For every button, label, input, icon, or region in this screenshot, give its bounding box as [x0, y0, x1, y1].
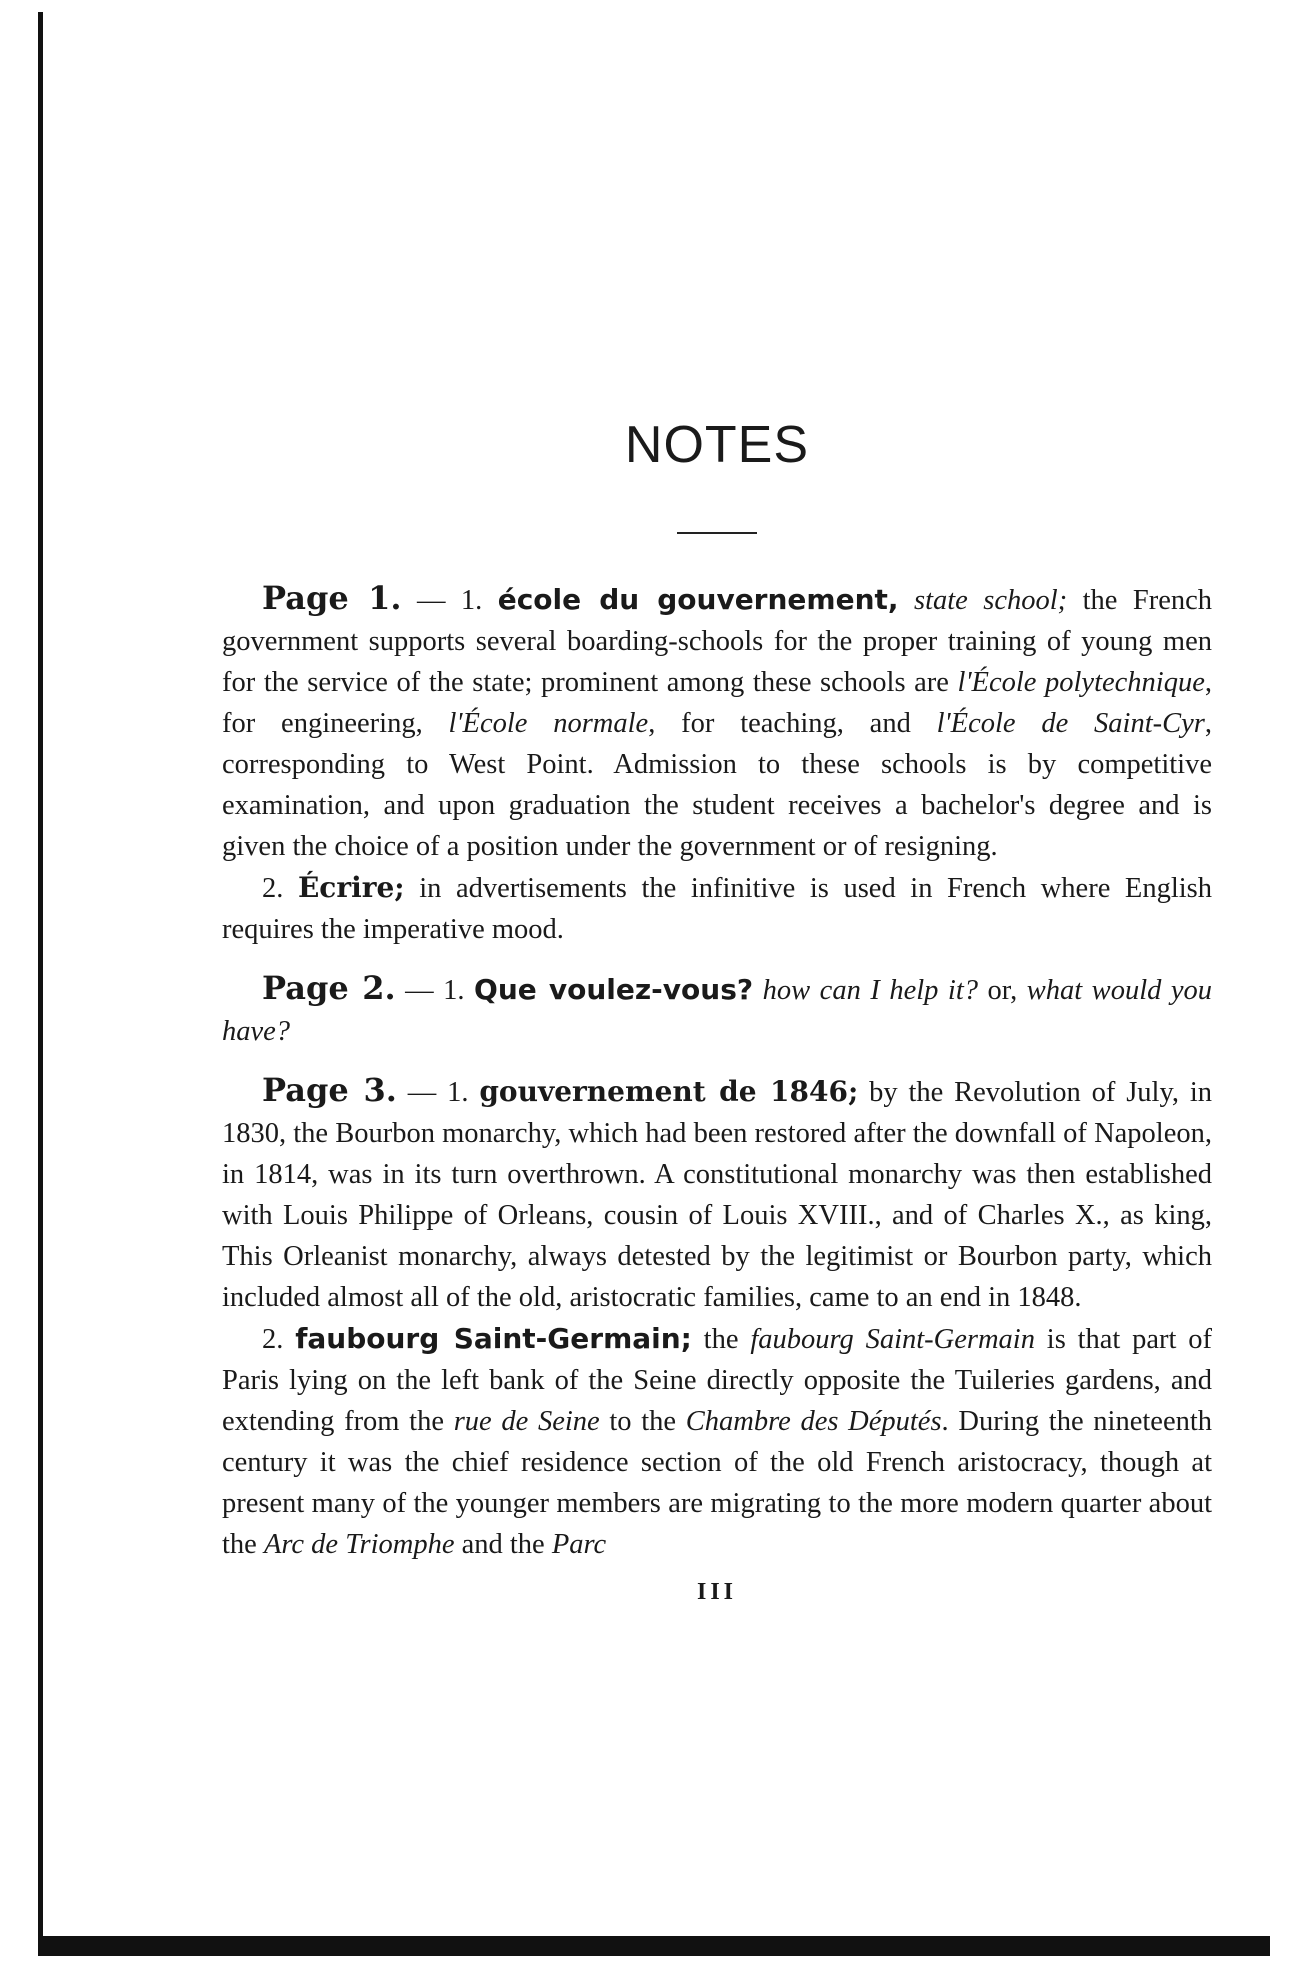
note-page3-2: 2. faubourg Saint-Germain; the faubourg Saint-Germain is that part of Paris lying on the left bank of the Seine directly opposite the Tuileries gardens, and extending from the rue de Seine to the Chambre des Députés. During the nineteenth century it was the chief residence section of the old French aristocracy, though at present many of the younger members are migrating to the more modern quarter about the Arc de Triomphe and the Parc	[222, 1322, 1213, 1560]
note-headword: Que voulez-vous?	[474, 973, 754, 1006]
note-page2-1: Page 2. — 1. Que voulez-vous? how can I help it? or, what would you have?	[222, 969, 1213, 1047]
note-page1-2: 2. Écrire; in advertisements the infinitive is used in French where English requires the imperative mood.	[222, 871, 1213, 945]
note-headword: faubourg Saint-Germain;	[295, 1322, 692, 1355]
note-number: 2.	[262, 873, 284, 904]
page-content	[222, 380, 1212, 1606]
page-label: Page 3.	[262, 1071, 397, 1109]
note-number: 1.	[460, 585, 483, 616]
note-number: 2.	[262, 1324, 284, 1355]
page-edge-left	[38, 12, 43, 1942]
note-number: 1.	[447, 1077, 469, 1108]
note-gloss: state school;	[913, 585, 1068, 616]
note-headword: Écrire;	[297, 871, 405, 904]
page-edge-bottom	[38, 1936, 1270, 1956]
note-headword: école du gouvernement,	[497, 583, 899, 616]
page-label: Page 1.	[262, 579, 402, 617]
page-label: Page 2.	[262, 969, 396, 1007]
page-number: III	[696, 1579, 738, 1605]
page-title: NOTES	[624, 416, 810, 474]
note-number: 1.	[443, 975, 465, 1006]
note-headword: gouvernement de 1846;	[479, 1075, 859, 1108]
title-rule	[677, 532, 757, 534]
note-page3-1: Page 3. — 1. gouvernement de 1846; by the Revolution of July, in 1830, the Bourbon monarchy, which had been restored after the downfall of Napoleon, in 1814, was in its turn overthrown. A constitutional monarchy was then established with Louis Philippe of Orleans, cousin of Louis XVIII., and of Charles X., as king, This Orleanist monarchy, always detested by the legitimist or Bourbon party, which included almost all of the old, aristocratic families, came to an end in 1848.	[222, 1071, 1212, 1313]
note-page1-1: Page 1. — 1. école du gouvernement, state school; the French government supports several boarding-schools for the proper training of young men for the service of the state; prominent among these schools are l'École polytechnique, for engineering, l'École normale, for teaching, and l'École de Saint-Cyr, corresponding to West Point. Admission to these schools is by competitive examination, and upon graduation the student receives a bachelor's degree and is given the choice of a position under the government or of resigning.	[222, 579, 1213, 862]
